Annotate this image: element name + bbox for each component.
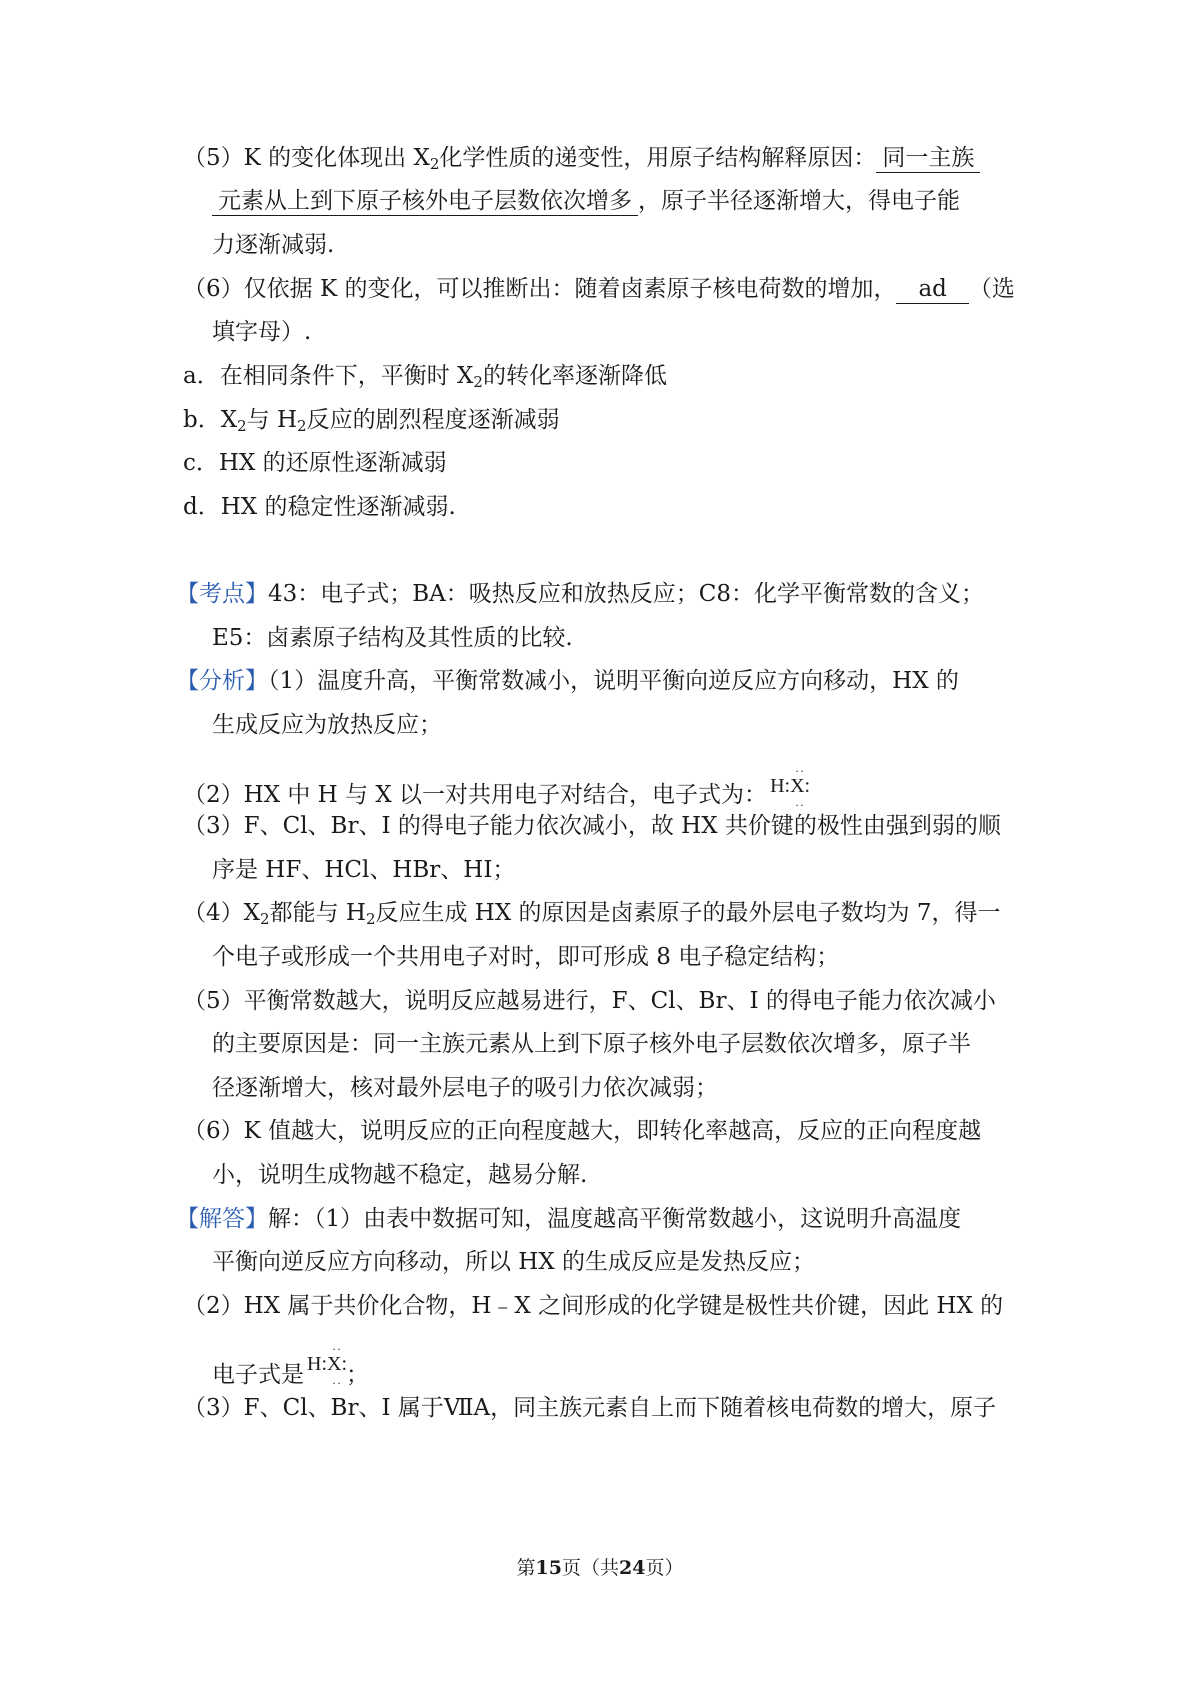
electron-dots-top: ·· <box>332 1342 342 1356</box>
electron-dots-top: ·· <box>795 764 806 778</box>
footer-text: 页） <box>645 1557 684 1579</box>
fenxi-text: （4）X <box>183 900 261 926</box>
jieda-text: 解：（1）由表中数据可知，温度越高平衡常数越小，这说明升高温度 <box>268 1206 962 1232</box>
fenxi-text: 反应生成 HX 的原因是卤素原子的最外层电子数均为 7，得一 <box>375 900 1001 926</box>
option-b-text: 反应的剧烈程度逐渐减弱 <box>306 407 560 433</box>
fenxi-p4-line2: 个电子或形成一个共用电子对时，即可形成 8 电子稳定结构； <box>212 944 840 970</box>
option-b-text: 与 H <box>246 407 298 433</box>
subscript: 2 <box>237 417 247 435</box>
kaodian-text: 43：电子式；BA：吸热反应和放热反应；C8：化学平衡常数的含义； <box>268 581 985 607</box>
kaodian-line1 <box>176 579 984 609</box>
footer-text: 第 <box>516 1557 536 1579</box>
fenxi-p5-line2: 的主要原因是：同一主族元素从上到下原子核外电子层数依次增多，原子半 <box>212 1031 971 1057</box>
subscript: 2 <box>429 155 440 173</box>
jieda-p2-line2 <box>212 1342 369 1390</box>
option-c: c．HX 的还原性逐渐减弱 <box>183 450 447 476</box>
q6-text: （选 <box>968 276 1015 302</box>
option-a <box>183 361 667 391</box>
fenxi-p3-line1: （3）F、Cl、Br、I 的得电子能力依次减小，故 HX 共价键的极性由强到弱的顺 <box>183 813 1001 839</box>
q6-line1 <box>183 274 1015 304</box>
kaodian-tag: 【考点】 <box>176 581 268 607</box>
subscript: 2 <box>473 373 483 391</box>
q5-line1 <box>183 143 980 173</box>
option-a-text: a．在相同条件下，平衡时 X <box>183 363 474 389</box>
subscript: 2 <box>260 910 270 928</box>
subscript: 2 <box>297 417 307 435</box>
option-d: d．HX 的稳定性逐渐减弱. <box>183 494 456 520</box>
q6-line2: 填字母）. <box>212 319 312 345</box>
jieda-p1-line2: 平衡向逆反应方向移动，所以 HX 的生成反应是发热反应； <box>212 1249 816 1275</box>
electron-dots-bottom: ·· <box>795 798 806 812</box>
option-b-text: b．X <box>183 407 238 433</box>
fenxi-text: 都能与 H <box>269 900 366 926</box>
q5-answer-underlined: 同一主族 <box>876 145 980 173</box>
jieda-tag: 【解答】 <box>176 1206 268 1232</box>
subscript: 2 <box>365 910 376 928</box>
option-b <box>183 405 560 435</box>
q5-text: ，原子半径逐渐增大，得电子能 <box>638 188 960 214</box>
fenxi-p3-line2: 序是 HF、HCl、HBr、HI； <box>212 857 516 883</box>
electron-formula-text: H:X: <box>770 775 811 797</box>
q5-line2 <box>212 186 960 216</box>
footer-text: 页（共 <box>561 1557 619 1579</box>
q5-answer-underlined: 元素从上到下原子核外电子层数依次增多 <box>212 188 638 216</box>
jieda-text: 电子式是 <box>212 1362 304 1388</box>
fenxi-text: （1）温度升高，平衡常数减小，说明平衡向逆反应方向移动，HX 的 <box>268 668 959 694</box>
q5-text: （5）K 的变化体现出 X <box>183 145 430 171</box>
fenxi-text: （2）HX 中 H 与 X 以一对共用电子对结合，电子式为： <box>183 782 768 808</box>
fenxi-p1-line2: 生成反应为放热反应； <box>212 712 442 738</box>
fenxi-tag: 【分析】 <box>176 668 268 694</box>
jieda-p3-line1: （3）F、Cl、Br、I 属于ⅦA，同主族元素自上而下随着核电荷数的增大，原子 <box>183 1395 997 1421</box>
fenxi-p4-line1 <box>183 898 1000 928</box>
fenxi-p2 <box>183 764 817 812</box>
fenxi-p6-line1: （6）K 值越大，说明反应的正向程度越大，即转化率越高，反应的正向程度越 <box>183 1118 982 1144</box>
kaodian-line2: E5：卤素原子结构及其性质的比较. <box>212 625 573 651</box>
jieda-p2-line1: （2）HX 属于共价化合物，H﹣X 之间形成的化学键是极性共价键，因此 HX 的 <box>183 1293 1004 1319</box>
total-pages: 24 <box>619 1557 646 1579</box>
electron-formula <box>304 1338 347 1390</box>
q5-line3: 力逐渐减弱. <box>212 232 335 258</box>
page-number: 15 <box>535 1557 562 1579</box>
fenxi-p5-line3: 径逐渐增大，核对最外层电子的吸引力依次减弱； <box>212 1075 718 1101</box>
electron-formula <box>767 760 817 812</box>
electron-formula-text: H:X: <box>307 1353 347 1375</box>
q6-text: （6）仅依据 K 的变化，可以推断出：随着卤素原子核电荷数的增加， <box>183 276 897 302</box>
q6-answer-underlined: ad <box>896 276 968 304</box>
jieda-line1 <box>176 1204 961 1234</box>
fenxi-line1 <box>176 666 959 696</box>
page-footer <box>0 1556 1200 1580</box>
q5-text: 化学性质的递变性，用原子结构解释原因： <box>439 145 877 171</box>
fenxi-p5-line1: （5）平衡常数越大，说明反应越易进行，F、Cl、Br、I 的得电子能力依次减小 <box>183 988 996 1014</box>
fenxi-p6-line2: 小，说明生成物越不稳定，越易分解. <box>212 1162 588 1188</box>
option-a-text: 的转化率逐渐降低 <box>482 363 667 389</box>
electron-dots-bottom: ·· <box>332 1376 342 1390</box>
jieda-text: ； <box>346 1362 369 1388</box>
